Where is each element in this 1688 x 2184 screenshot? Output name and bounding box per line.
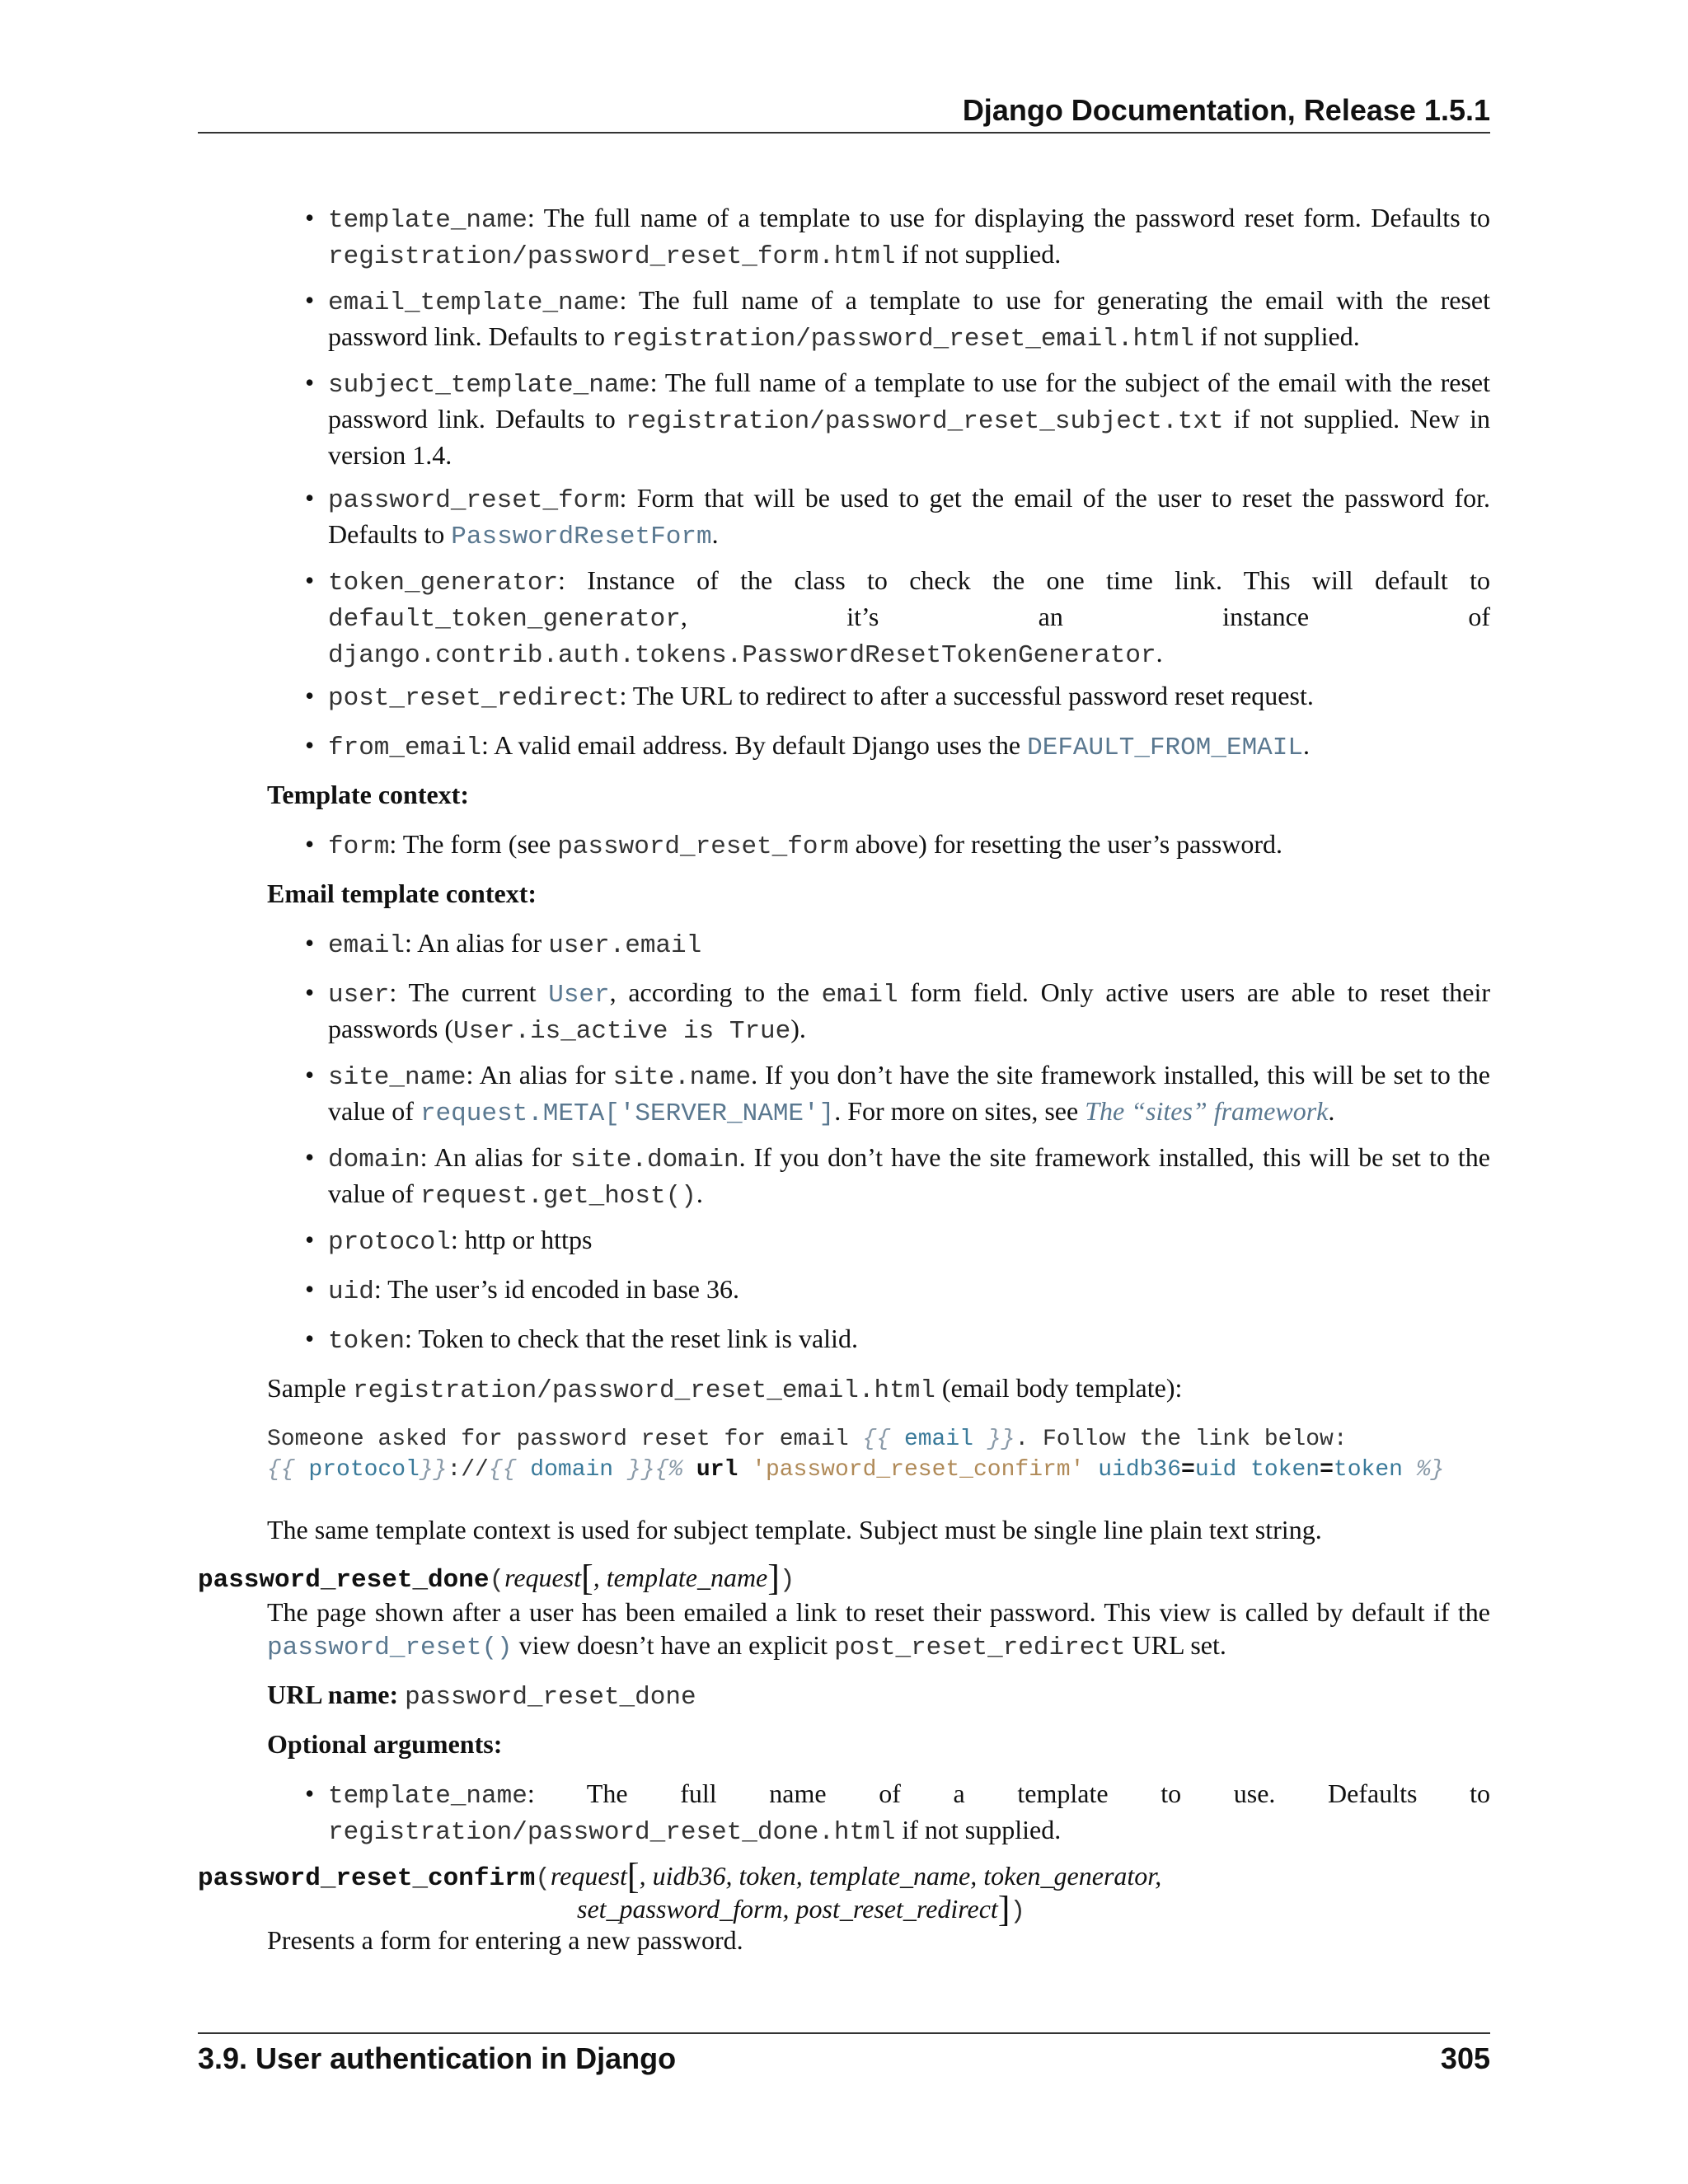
list-item: • domain: An alias for site.domain. If you don’t have the site framework installed, this will be set to the value of request.get_host(). [305, 1142, 1491, 1211]
sample-line: Sample registration/password_reset_email.html (email body template): [267, 1373, 1183, 1405]
param-name: password_reset_form [328, 486, 620, 515]
param-name: post_reset_redirect [328, 684, 620, 713]
list-item: • form: The form (see password_reset_form above) for resetting the user’s password. [305, 829, 1283, 861]
function-description: The page shown after a user has been emailed a link to reset their password. This view is called by default if the password_reset() view doesn’t have an explicit post_reset_redirect URL set. [267, 1597, 1490, 1662]
subject-note: The same template context is used for subject template. Subject must be single line plain text string. [267, 1515, 1322, 1544]
password-reset-form-link[interactable]: PasswordResetForm [451, 523, 712, 551]
server-name-link[interactable]: request.META['SERVER_NAME'] [420, 1099, 835, 1128]
url-name-line: URL name: password_reset_done [267, 1680, 696, 1712]
password-reset-link[interactable]: password_reset() [267, 1633, 513, 1662]
sites-framework-link[interactable]: The “sites” framework [1085, 1096, 1329, 1126]
list-item: • token_generator: Instance of the class to check the one time link. This will default to default_token_generator, it’s an instance of django.contrib.auth.tokens.PasswordResetTokenGenerator. [305, 565, 1490, 670]
list-item: • post_reset_redirect: The URL to redirect to after a successful password reset request. [305, 681, 1314, 713]
list-item: • template_name: The full name of a template to use for displaying the password reset form. Defaults to registration/password_reset_form.html if not supplied. [305, 203, 1490, 271]
email-context-heading: Email template context: [267, 879, 537, 908]
list-item: • protocol: http or https [305, 1225, 593, 1257]
page-footer [198, 2032, 1490, 2075]
function-signature-continued: set_password_form, post_reset_redirect]) [577, 1889, 1026, 1929]
optional-arguments-heading: Optional arguments: [267, 1729, 503, 1759]
page-header [198, 91, 1490, 134]
user-link[interactable]: User [548, 981, 610, 1010]
function-name: password_reset_done [198, 1566, 490, 1595]
param-name: email_template_name [328, 288, 620, 317]
list-item: • email_template_name: The full name of a template to use for generating the email with the reset password link. Defaults to registration/password_reset_email.html if not supplied. [305, 285, 1490, 354]
function-description: Presents a form for entering a new password. [267, 1925, 743, 1955]
list-item: • uid: The user’s id encoded in base 36. [305, 1274, 739, 1306]
list-item: • email: An alias for user.email [305, 928, 702, 960]
code-block: Someone asked for password reset for email {{ email }}. Follow the link below: {{ protocol}}://{{ domain }}{% url 'password_reset_confirm' uidb36=uid token=token %} [267, 1427, 1445, 1483]
function-name: password_reset_confirm [198, 1864, 536, 1893]
param-name: token_generator [328, 569, 559, 598]
default-from-email-link[interactable]: DEFAULT_FROM_EMAIL [1027, 733, 1303, 762]
list-item: • subject_template_name: The full name of a template to use for the subject of the email with the reset password link. Defaults to registration/password_reset_subject.txt if not supplied. New in version 1.4. [305, 368, 1491, 470]
list-item: • site_name: An alias for site.name. If you don’t have the site framework installed, this will be set to the value of request.META['SERVER_NAME']. For more on sites, see The “sites” framework. [305, 1060, 1491, 1128]
param-name: from_email [328, 733, 482, 762]
template-context-heading: Template context: [267, 780, 469, 809]
list-item: • password_reset_form: Form that will be used to get the email of the user to reset the password for. Defaults to PasswordResetForm. [305, 483, 1490, 551]
list-item: • from_email: A valid email address. By default Django uses the DEFAULT_FROM_EMAIL. [305, 730, 1310, 762]
function-signature: password_reset_confirm(request[, uidb36, token, template_name, token_generator, [198, 1856, 1162, 1896]
section-title: 3.9. User authentication in Django [198, 2041, 677, 2075]
function-signature: password_reset_done(request[, template_name]) [198, 1558, 795, 1598]
param-name: subject_template_name [328, 371, 650, 400]
list-item: • user: The current User, according to the email form field. Only active users are able to reset their passwords (User.is_active is True). [305, 977, 1491, 1046]
document-title: Django Documentation, Release 1.5.1 [962, 93, 1490, 127]
list-item: • template_name: The full name of a template to use. Defaults to registration/password_reset_done.html if not supplied. [305, 1779, 1490, 1847]
param-name: template_name [328, 206, 528, 235]
page-number: 305 [1440, 2041, 1490, 2075]
list-item: • token: Token to check that the reset link is valid. [305, 1324, 858, 1356]
